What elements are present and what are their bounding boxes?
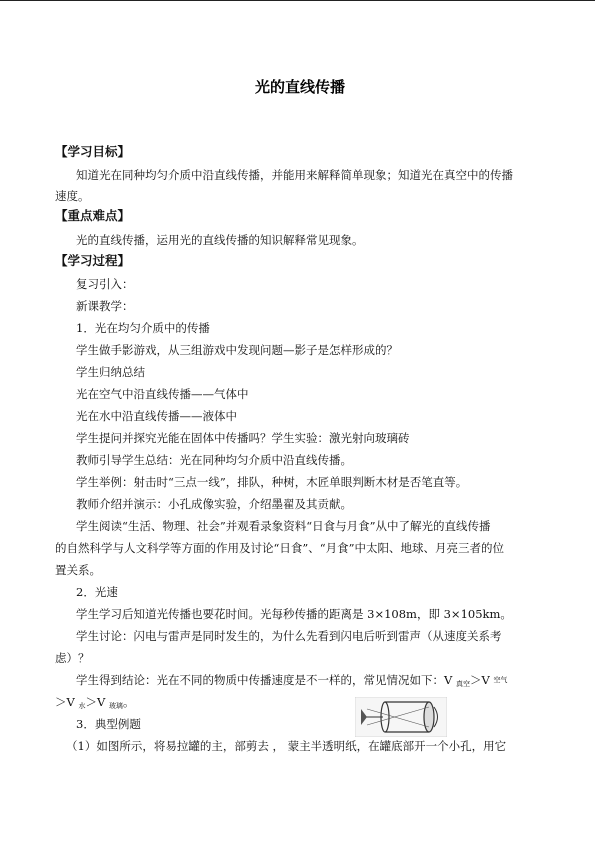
pinhole-camera-figure [355, 697, 447, 737]
speed-comparison-line-1 [76, 673, 507, 691]
process-heading: 【学习过程】 [55, 253, 131, 268]
process-line: 复习引入： [76, 277, 134, 291]
process-line: 学生提问并探究光能在固体中传播吗？学生实验：激光射向玻璃砖 [76, 431, 410, 445]
process-line: 光在水中沿直线传播——液体中 [76, 409, 237, 423]
process-line: （1）如图所示，将易拉罐的主，部剪去 ， 蒙主半透明纸，在罐底部开一个小孔，用它 [66, 739, 507, 753]
process-line: 虑）？ [55, 651, 90, 665]
process-line: 学生阅读“生活、物理、社会”并观看录象资料“日食与月食”从中了解光的直线传播 [76, 519, 491, 533]
key-points-text: 光的直线传播，运用光的直线传播的知识解释常见现象。 [76, 233, 364, 247]
process-line: 学生举例：射击时“三点一线”，排队，种树，木匠单眼判断木材是否笔直等。 [76, 475, 468, 489]
speed-sub-air: 空气 [493, 676, 508, 684]
process-line: 新课教学： [76, 299, 134, 313]
process-line: 3．典型例题 [76, 717, 141, 731]
speed-text: 学生得到结论：光在不同的物质中传播速度是不一样的，常见情况如下：V [76, 673, 456, 687]
speed-gt: ＞V [55, 695, 79, 709]
goals-text-line-1: 知道光在同种均匀介质中沿直线传播，并能用来解释简单现象；知道光在真空中的传播 [76, 168, 513, 182]
speed-gt: ＞V [85, 695, 109, 709]
process-line: 的自然科学与人文科学等方面的作用及讨论“日食”、“月食”中太阳、地球、月亮三者的位 [55, 541, 505, 555]
speed-comparison-line-2 [55, 695, 134, 713]
speed-sub-glass: 玻璃 [108, 702, 123, 710]
process-line: 学生讨论：闪电与雷声是同时发生的，为什么先看到闪电后听到雷声（从速度关系考 [76, 629, 502, 643]
goals-heading: 【学习目标】 [55, 144, 131, 159]
process-line: 教师引导学生总结：光在同种均匀介质中沿直线传播。 [76, 453, 352, 467]
process-line: 学生做手影游戏，从三组游戏中发现问题—影子是怎样形成的？ [76, 343, 398, 357]
process-line: 置关系。 [55, 563, 101, 577]
process-line: 1．光在均匀介质中的传播 [76, 321, 210, 335]
process-line: 教师介绍并演示：小孔成像实验，介绍墨翟及其贡献。 [76, 497, 352, 511]
goals-text-line-2: 速度。 [55, 189, 90, 203]
process-line: 学生归纳总结 [76, 365, 145, 379]
top-border-line [0, 0, 595, 1]
process-line: 2．光速 [76, 585, 118, 599]
process-line: 学生学习后知道光传播也要花时间。光每秒传播的距离是 3×108m，即 3×105km。 [76, 607, 512, 621]
key-points-heading: 【重点难点】 [55, 208, 131, 223]
speed-sub-water: 水 [78, 702, 86, 710]
speed-sub-vacuum: 真空 [455, 680, 470, 688]
speed-gt: ＞V [469, 673, 494, 687]
speed-end: 。 [122, 695, 135, 709]
page-title: 光的直线传播 [254, 78, 345, 96]
process-line: 光在空气中沿直线传播——气体中 [76, 387, 249, 401]
